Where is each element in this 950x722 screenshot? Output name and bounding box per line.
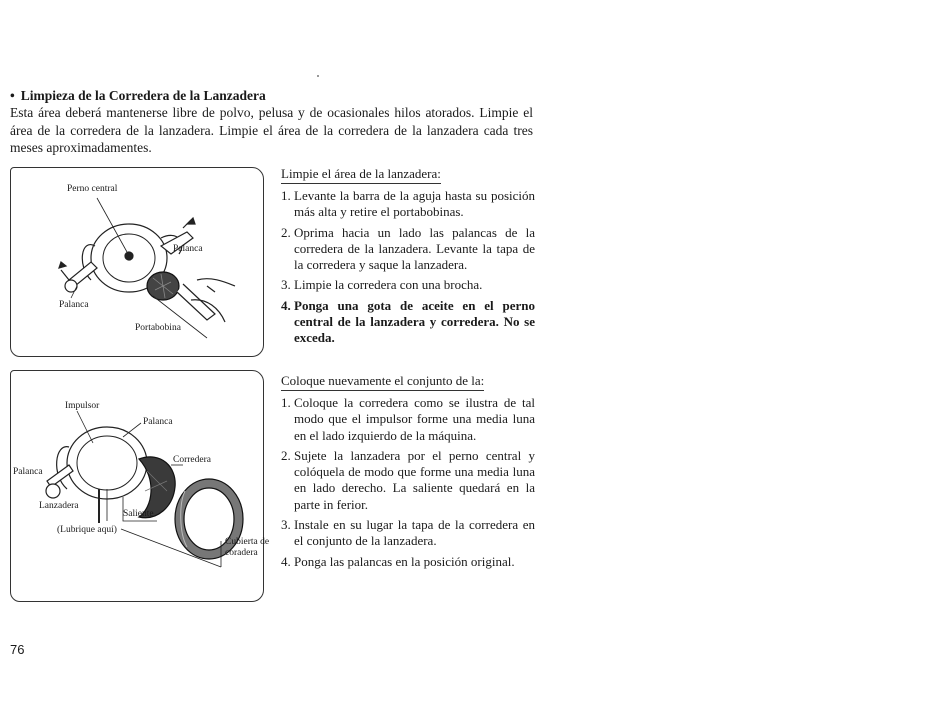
step-text: Oprima hacia un lado las palancas de la corredera de la lanzadera. Levante la tapa de la corredera y saque la lanzadera.	[294, 224, 535, 273]
label-cubierta-line2: coradera	[225, 548, 258, 558]
instructions-clean	[281, 165, 535, 351]
intro-paragraph: Esta área deberá mantenerse libre de polvo, pelusa y de ocasionales hilos atorados. Limpie el área de la corredera de la lanzadera. Limpie el área de la corredera de la lanzadera cada tres meses aproximadamentes.	[10, 105, 533, 155]
step-number: 4.	[281, 553, 291, 569]
label-impulsor: Impulsor	[65, 401, 100, 411]
label-palanca-top: Palanca	[143, 417, 173, 427]
label-palanca-left: Palanca	[13, 467, 43, 477]
list-item	[281, 517, 535, 550]
page-mark	[317, 75, 319, 77]
list-item	[281, 395, 535, 444]
list-item	[281, 277, 535, 293]
list-item	[281, 298, 535, 347]
list-item	[281, 554, 535, 570]
label-palanca-left: Palanca	[59, 300, 89, 310]
label-perno-central: Perno central	[67, 184, 118, 194]
instructions-reassemble-list	[281, 395, 535, 570]
figure-cleaning-hook-area	[10, 167, 264, 357]
label-palanca-right: Palanca	[173, 244, 203, 254]
step-text: Coloque la corredera como se ilustra de tal modo que el impulsor forme una media luna en el lado izquierdo de la máquina.	[294, 395, 535, 443]
label-cubierta-line1: Cubierta de	[225, 537, 270, 547]
step-number: 2.	[281, 447, 291, 463]
figure-reassembly	[10, 370, 270, 602]
list-item	[281, 188, 535, 221]
instructions-clean-title: Limpie el área de la lanzadera:	[281, 166, 441, 184]
step-text: Ponga las palancas en la posición original.	[294, 553, 515, 569]
hook-reassembly-illustration	[11, 371, 263, 601]
bullet: •	[10, 88, 15, 103]
label-corredera: Corredera	[173, 455, 211, 465]
step-number: 3.	[281, 517, 291, 533]
step-text: Sujete la lanzadera por el perno central y colóquela de modo que forme una media luna en lado derecho. La saliente quedará en la parte in ferior.	[294, 447, 535, 512]
step-text: Instale en su lugar la tapa de la corredera en el conjunto de la lanzadera.	[294, 517, 535, 549]
step-number: 2.	[281, 224, 291, 240]
step-text: Levante la barra de la aguja hasta su posición más alta y retire el portabobinas.	[294, 188, 535, 220]
step-text: Ponga una gota de aceite en el perno central de la lanzadera y corredera. No se exceda.	[294, 297, 535, 346]
label-portabobina: Portabobina	[135, 323, 181, 333]
section-title-text: Limpieza de la Corredera de la Lanzadera	[20, 88, 266, 103]
step-text: Limpie la corredera con una brocha.	[294, 277, 483, 293]
label-lanzadera: Lanzadera	[39, 501, 79, 511]
section-title	[10, 87, 266, 105]
label-saliente: Saliente	[123, 509, 154, 519]
list-item	[281, 448, 535, 513]
instructions-reassemble	[281, 372, 535, 574]
step-number: 4.	[281, 297, 291, 313]
list-item	[281, 225, 535, 274]
step-number: 1.	[281, 188, 291, 203]
page-number: 76	[10, 642, 25, 657]
instructions-reassemble-title: Coloque nuevamente el conjunto de la:	[281, 373, 484, 391]
label-lubrique: (Lubrique aquí)	[57, 525, 117, 535]
step-number: 3.	[281, 277, 291, 293]
instructions-clean-list	[281, 188, 535, 347]
step-number: 1.	[281, 395, 291, 410]
